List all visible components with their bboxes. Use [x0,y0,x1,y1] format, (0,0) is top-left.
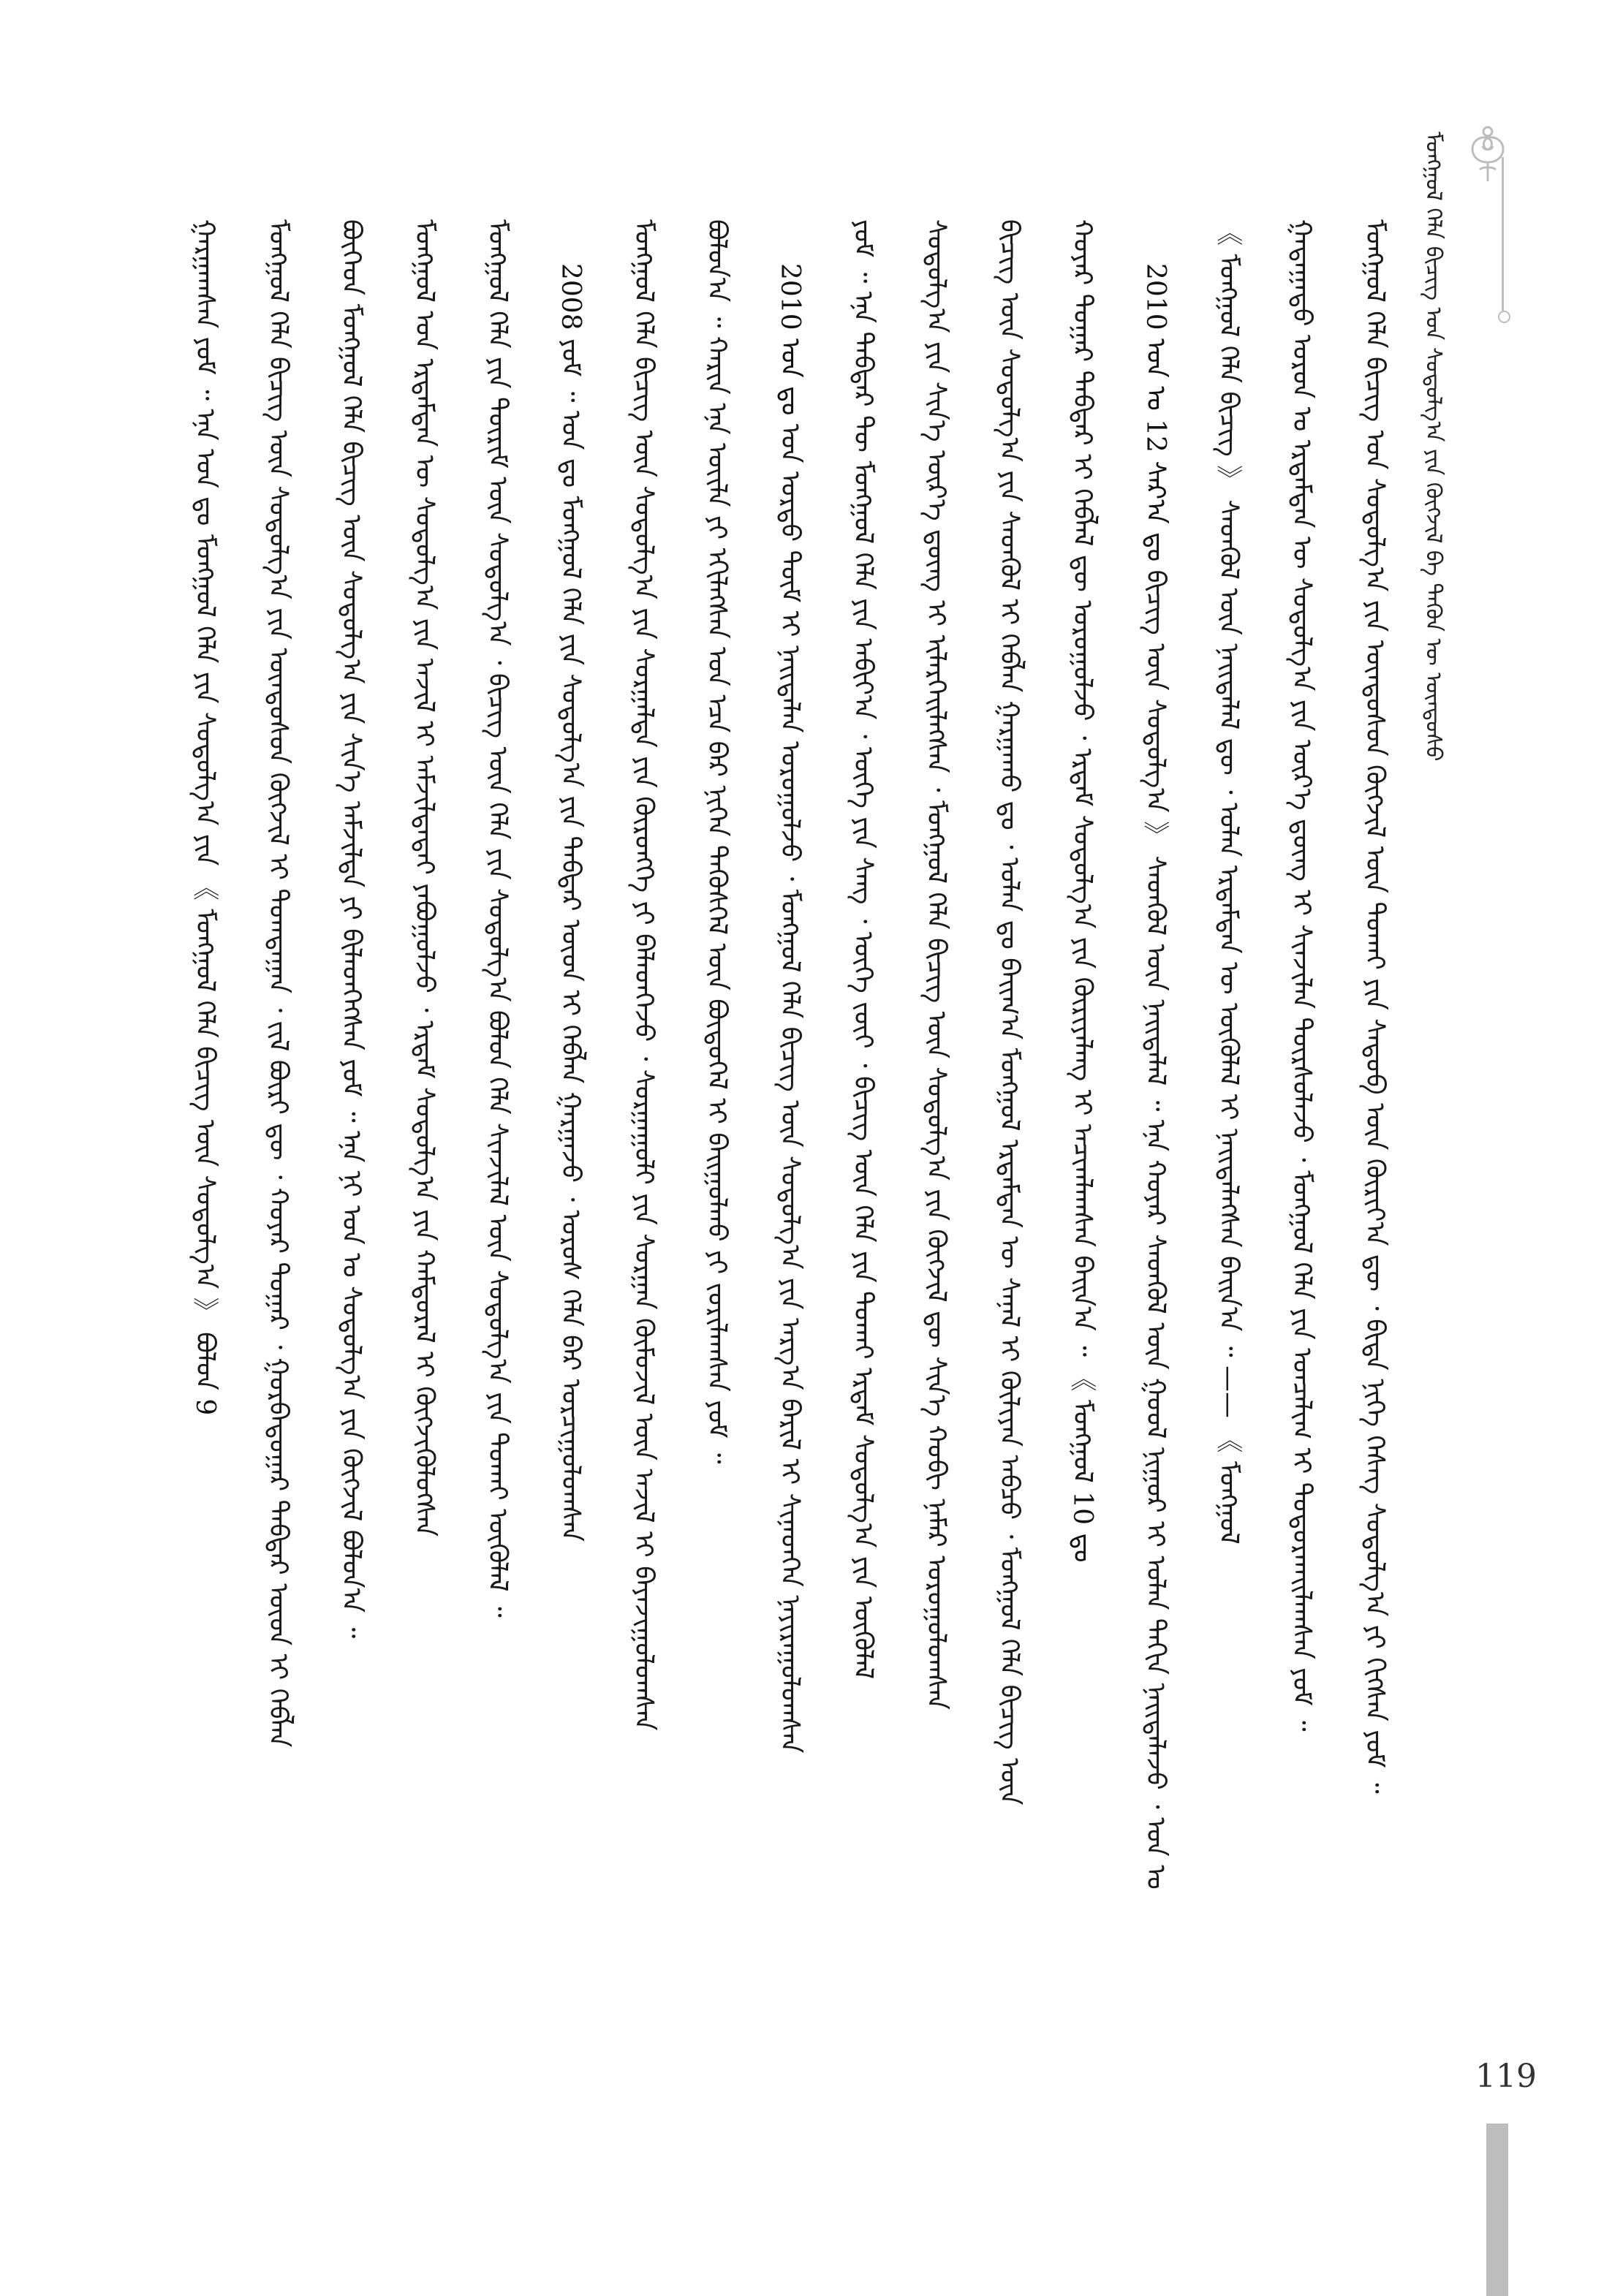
line-number: 2008 [556,263,586,330]
line-text: ᠰᠤᠳᠤᠯᠭ᠎ᠠ ᠶᠢᠨ ᠰᠢᠨ᠎ᠡ ᠦᠷ᠎ᠡ ᠳ᠋ᠦᠩ ᠢ ᠢᠯᠡᠷᠬᠡᠢᠯᠡᠭᠰᠡᠨ ᠂ ᠮᠣᠩᠭᠣᠯ ᠬᠡᠯᠡ ᠪᠢᠴᠢᠭ ᠦᠨ ᠰᠤᠳᠤᠯᠭ᠎ᠠ ᠶᠢᠨ ᠬᠥᠭᠵᠢᠯ ᠳᠦ ᠰᠢᠨ᠎ᠡ ᠬᠤᠪᠢ ᠨᠡᠮᠡᠷ ᠣᠷᠣᠭᠤᠯᠤᠭᠰᠠᠨ [921,219,951,1710]
line-number: 2010 ᠣᠨ ᠳᠤ [775,263,805,416]
text-line [1206,219,1250,2164]
line-text: ᠪᠥᠭᠡᠳ ᠮᠣᠩᠭᠣᠯ ᠬᠡᠯᠡ ᠪᠢᠴᠢᠭ ᠦᠨ ᠰᠤᠳᠤᠯᠭ᠎ᠠ ᠶᠢᠨ ᠰᠢᠨ᠎ᠡ ᠠᠮᠵᠢᠯᠲᠠ ᠶᠢ ᠪᠢᠯᠡᠳᠬᠡᠭᠰᠡᠨ ᠶᠤᠮ ᠃ ᠡᠨᠡ ᠨᠢ ᠣᠨ ᠤ ᠰᠤᠳᠤᠯᠭ᠎ᠠ ᠶᠢᠨ ᠬᠥᠭᠵᠢᠯ ᠪᠣᠯᠤᠨ᠎ᠠ ᠃ [336,219,366,1639]
line-text: ᠪᠢᠴᠢᠭ ᠦᠨ ᠰᠤᠳᠤᠯᠭ᠎ᠠ ᠶᠢᠨ ᠰᠡᠳᠬᠦᠯ ᠢ ᠬᠡᠪᠯᠡᠨ ᠭᠠᠷᠭᠠᠬᠤ ᠳᠤ ᠂ ᠣᠯᠠᠨ ᠳᠤ ᠪᠠᠢᠭ᠎ᠠ ᠮᠣᠩᠭᠣᠯ ᠡᠷᠳᠡᠮᠲᠡᠨ ᠦ ᠰᠠᠨᠠᠯ ᠢ ᠬᠦᠯᠢᠶᠡᠨ ᠠᠪᠴᠤ ᠂ ᠮᠣᠩᠭᠣᠯ ᠬᠡᠯᠡ ᠪᠢᠴᠢᠭ ᠦᠨ [994,219,1024,1806]
line-text: ᠶᠤᠮ ᠃ ᠣᠨ ᠳᠤ ᠮᠣᠩᠭᠣᠯ ᠬᠡᠯᠡ ᠶᠢᠨ ᠰᠤᠳᠤᠯᠭ᠎ᠠ ᠶᠢᠨ ᠳᠡᠪᠲᠡᠷ ᠦᠳ ᠢ ᠬᠡᠪᠯᠡᠨ ᠭᠠᠷᠭᠠᠵᠤ ᠂ ᠤᠷᠤᠰ ᠬᠡᠯᠡ ᠪᠡᠷ ᠣᠷᠴᠢᠭᠤᠯᠤᠭᠰᠠᠨ [556,338,586,1542]
line-number: 10 ᠳᠤ [1067,1491,1097,1563]
line-text: ᠭᠠᠳᠠᠭᠠᠳᠤ ᠣᠷᠣᠨ ᠤ ᠡᠷᠳᠡᠮᠲᠡᠨ ᠦ ᠰᠤᠳᠤᠯᠭ᠎ᠠ ᠶᠢᠨ ᠦᠷ᠎ᠡ ᠳ᠋ᠦᠩ ᠢ ᠰᠢᠨᠵᠢᠯᠡᠨ ᠳᠦᠷᠰᠦᠯᠡᠵᠦ ᠂ ᠮᠣᠩᠭᠣᠯ ᠬᠡᠯᠡ ᠶᠢᠨ ᠣᠨᠴᠠᠯᠢᠭ ᠢ ᠲᠣᠳᠣᠷᠬᠠᠢᠯᠠᠭᠰᠠᠨ ᠶᠤᠮ ᠃ [1287,219,1317,1732]
text-line [329,219,373,2164]
text-line [1060,219,1104,2164]
text-line [1279,219,1323,2164]
text-line [402,219,446,2164]
text-line [1352,219,1396,2164]
header-rule-dot [1498,311,1510,323]
body-text [183,219,1396,2164]
header-rule [1502,157,1504,311]
line-text: ᠮᠣᠩᠭᠣᠯ ᠬᠡᠯᠡ ᠪᠢᠴᠢᠭ ᠦᠨ ᠰᠤᠳᠤᠯᠭ᠎ᠠ ᠶᠢᠨ ᠦᠨᠳᠦᠰᠦᠨ ᠬᠥᠭᠵᠢᠯ ᠢ ᠲᠣᠭᠲᠠᠭᠠᠨ ᠂ ᠵᠢᠯ ᠪᠦᠷᠢ ᠳᠦ ᠂ ᠬᠣᠶᠠᠷ ᠳᠤᠭᠠᠷ ᠂ ᠭᠤᠷᠪᠠᠳᠤᠭᠠᠷ ᠳᠡᠪᠲᠡᠷ ᠦᠳ ᠢ ᠬᠡᠪᠯᠡᠨ [263,219,293,1748]
line-text: ᠮᠣᠩᠭᠣᠯ ᠤᠨ ᠡᠷᠳᠡᠮᠲᠡᠨ ᠦ ᠰᠤᠳᠤᠯᠭ᠎ᠠ ᠶᠢᠨ ᠠᠵᠢᠯ ᠢ ᠠᠮᠵᠢᠯᠲᠠᠲᠠᠢ ᠶᠠᠪᠤᠭᠤᠯᠵᠤ ᠂ ᠡᠷᠳᠡᠮ ᠰᠤᠳᠤᠯᠭ᠎ᠠ ᠶᠢᠨ ᠬᠠᠮᠲᠤᠷᠠᠯ ᠢ ᠬᠥᠭᠵᠢᠭᠦᠯᠦᠭᠰᠡᠨ [409,219,439,1537]
text-line [914,219,958,2164]
text-line [987,219,1031,2164]
line-text: ᠮᠣᠩᠭᠣᠯ ᠬᠡᠯᠡ ᠪᠢᠴᠢᠭ ᠤᠨ ᠰᠤᠳᠤᠯᠭ᠎ᠠ ᠶᠢᠨ ᠦᠨᠳᠦᠰᠦᠨ ᠬᠥᠭᠵᠢᠯ ᠦᠨ ᠲᠤᠬᠠᠢ ᠶᠢᠨ ᠰᠡᠳᠦᠪ ᠦᠨ ᠬᠦᠷᠢᠶ᠎ᠡᠨ ᠳᠦ ᠂ ᠪᠢᠳᠡ ᠨᠢᠭᠡ ᠬᠡᠰᠡᠭ ᠰᠤᠳᠤᠯᠭ᠎ᠠ ᠶᠢ ᠬᠢᠭᠰᠡᠨ ᠶᠤᠮ ᠃ [1360,219,1390,1794]
line-text: ᠤᠨ ᠤᠷᠲᠤ ᠲᠦᠮ ᠢ ᠨᠡᠢᠲᠡᠯᠡᠨ ᠣᠷᠣᠭᠤᠯᠵᠤ ᠂ ᠮᠣᠩᠭᠣᠯ ᠬᠡᠯᠡ ᠪᠢᠴᠢᠭ ᠦᠨ ᠰᠤᠳᠤᠯᠭ᠎ᠠ ᠶᠢᠨ ᠠᠷᠭ᠎ᠠ ᠪᠠᠷᠢᠯ ᠢ ᠰᠢᠨᠡᠳᠭᠡᠨ ᠨᠠᠶᠢᠷᠠᠭᠤᠯᠤᠭᠰᠠᠨ [775,423,805,1754]
line-number: 2010 ᠣᠨ ᠤ 12 ᠰᠠᠷ᠎ᠠ ᠳᠤ [1140,263,1170,562]
line-text: ᠬᠣᠶᠠᠷ ᠳᠤᠭᠠᠷ ᠳᠡᠪᠲᠡᠷ ᠢ ᠬᠡᠪᠯᠡᠯ ᠳᠦ ᠣᠷᠣᠭᠤᠯᠵᠤ ᠂ ᠡᠷᠳᠡᠮ ᠰᠤᠳᠤᠯᠭ᠎ᠠ ᠶᠢᠨ ᠬᠦᠷᠢᠶᠡᠯᠡᠩ ᠢ ᠠᠴᠢᠭᠯᠠᠭᠰᠠᠨ ᠪᠠᠢᠨ᠎ᠠ ᠃ 《 ᠮᠣᠩᠭᠣᠯ [1067,219,1097,1483]
line-text: ᠮᠣᠩᠭᠣᠯ ᠬᠡᠯᠡ ᠪᠢᠴᠢᠭ ᠦᠨ ᠰᠤᠳᠤᠯᠭ᠎ᠠ ᠶᠢᠨ ᠰᠤᠷᠭᠠᠯᠲᠠ ᠶᠢᠨ ᠬᠥᠷᠥᠩᠭᠡ ᠶᠢ ᠪᠡᠯᠡᠳᠬᠡᠵᠦ ᠂ ᠰᠤᠷᠭᠠᠭᠤᠯᠢ ᠶᠢᠨ ᠰᠤᠷᠭᠠᠨ ᠬᠦᠮᠦᠵᠢᠯ ᠦᠨ ᠠᠵᠢᠯ ᠢ ᠪᠠᠶᠠᠵᠢᠭᠤᠯᠤᠭᠰᠠᠨ [629,219,659,1731]
line-text: ᠪᠢᠴᠢᠭ ᠦᠨ ᠰᠤᠳᠤᠯᠭ᠎ᠠ 》 ᠰᠡᠳᠬᠦᠯ ᠦᠨ ᠨᠡᠢᠲᠡᠯᠡᠯ ᠃ ᠡᠨᠡ ᠬᠣᠶᠠᠷ ᠰᠡᠳᠬᠦᠯ ᠦᠨ ᠭᠣᠣᠯ ᠨᠢᠭᠤᠷ ᠢ ᠣᠯᠠᠨ ᠳᠠᠬᠢᠨ ᠨᠡᠢᠲᠡᠯᠡᠵᠦ ᠂ ᠣᠨ ᠤ [1140,569,1170,1890]
text-line [621,219,665,2164]
line-text: ᠪᠣᠯᠤᠨ᠎ᠠ ᠃ ᠬᠠᠷᠢᠨ ᠡᠨᠡ ᠦᠢᠯᠡ ᠶᠢ ᠡᠬᠢᠯᠡᠭᠰᠡᠨ ᠣᠨ ᠡᠴᠡ ᠪᠡᠷ ᠨᠢᠭᠡᠨ ᠲᠡᠭᠦᠰᠬᠡᠯ ᠦᠨ ᠪᠦᠲᠦᠭᠡᠯ ᠢ ᠪᠠᠢᠭᠤᠯᠬᠤ ᠶᠢ ᠵᠣᠷᠢᠯᠠᠭᠰᠠᠨ ᠶᠤᠮ ᠃ [702,219,732,1464]
line-number: 9 [190,1398,220,1416]
text-line [256,219,300,2164]
page-number: 119 [1475,2058,1537,2095]
line-text: ᠶᠤᠮ ᠃ ᠡᠨᠡ ᠳᠡᠪᠲᠡᠷ ᠲᠦ ᠮᠣᠩᠭᠣᠯ ᠬᠡᠯᠡ ᠶᠢᠨ ᠠᠪᠢᠶ᠎ᠠ ᠂ ᠦᠭᠡ ᠶᠢᠨ ᠰᠠᠩ ᠂ ᠦᠭᠡ ᠵᠦᠢ ᠂ ᠪᠢᠴᠢᠭ ᠦᠨ ᠬᠡᠯᠡ ᠶᠢᠨ ᠲᠤᠬᠠᠢ ᠡᠷᠳᠡᠮ ᠰᠤᠳᠤᠯᠭ᠎ᠠ ᠶᠢᠨ ᠥᠭᠦᠯᠡᠯ [848,219,878,1680]
text-line [475,219,519,2164]
text-line [183,219,227,2164]
text-line [548,219,592,2208]
running-header [1411,132,1477,1104]
line-text: 《 ᠮᠣᠩᠭᠣᠯ ᠬᠡᠯᠡ ᠪᠢᠴᠢᠭ 》 ᠰᠡᠳᠬᠦᠯ ᠦᠨ ᠨᠡᠢᠲᠡᠯᠡᠯ ᠳᠦ ᠂ ᠣᠯᠠᠨ ᠡᠷᠳᠡᠮᠲᠡᠨ ᠦ ᠥᠭᠦᠯᠡᠯ ᠢ ᠨᠡᠢᠲᠡᠯᠡᠭᠰᠡᠨ ᠪᠠᠢᠨ᠎ᠠ ᠃ —— 《 ᠮᠣᠩᠭᠣᠯ [1214,219,1244,1545]
text-line [695,219,738,2164]
running-title: ᠮᠣᠩᠭᠣᠯ ᠬᠡᠯᠡ ᠪᠢᠴᠢᠭ ᠤᠨ ᠰᠤᠳᠤᠯᠭ᠎ᠠ ᠶᠢᠨ ᠬᠥᠭᠵᠢᠯ ᠪᠠ ᠲᠡᠭᠦᠨ ᠦ ᠦᠨᠳᠦᠰᠦ [1420,132,1446,762]
line-text: ᠮᠣᠩᠭᠣᠯ ᠬᠡᠯᠡ ᠶᠢᠨ ᠳᠦᠷᠢᠮ ᠦᠨ ᠰᠤᠳᠤᠯᠭ᠎ᠠ ᠂ ᠪᠢᠴᠢᠭ ᠦᠨ ᠬᠡᠯᠡ ᠶᠢᠨ ᠰᠤᠳᠤᠯᠭ᠎ᠠ ᠪᠣᠯᠤᠨ ᠬᠡᠯᠡ ᠰᠢᠨᠵᠢᠯᠡᠯ ᠦᠨ ᠰᠤᠳᠤᠯᠭ᠎ᠠ ᠶᠢᠨ ᠲᠤᠬᠠᠢ ᠥᠭᠦᠯᠡᠯ ᠃ [483,219,512,1618]
line-text: ᠭᠠᠷᠭᠠᠭᠰᠠᠨ ᠶᠤᠮ ᠃ ᠡᠨᠡ ᠣᠨ ᠳᠤ ᠮᠣᠩᠭᠣᠯ ᠬᠡᠯᠡ ᠶᠢᠨ ᠰᠤᠳᠤᠯᠭ᠎ᠠ ᠶᠢᠨ 《 ᠮᠣᠩᠭᠣᠯ ᠬᠡᠯᠡ ᠪᠢᠴᠢᠭ ᠦᠨ ᠰᠤᠳᠤᠯᠭ᠎ᠠ 》 ᠪᠣᠯᠤᠨ [190,219,220,1390]
text-line [1133,219,1177,2208]
folio-bar [1486,2123,1508,2296]
text-line [768,219,812,2208]
text-line [841,219,885,2164]
